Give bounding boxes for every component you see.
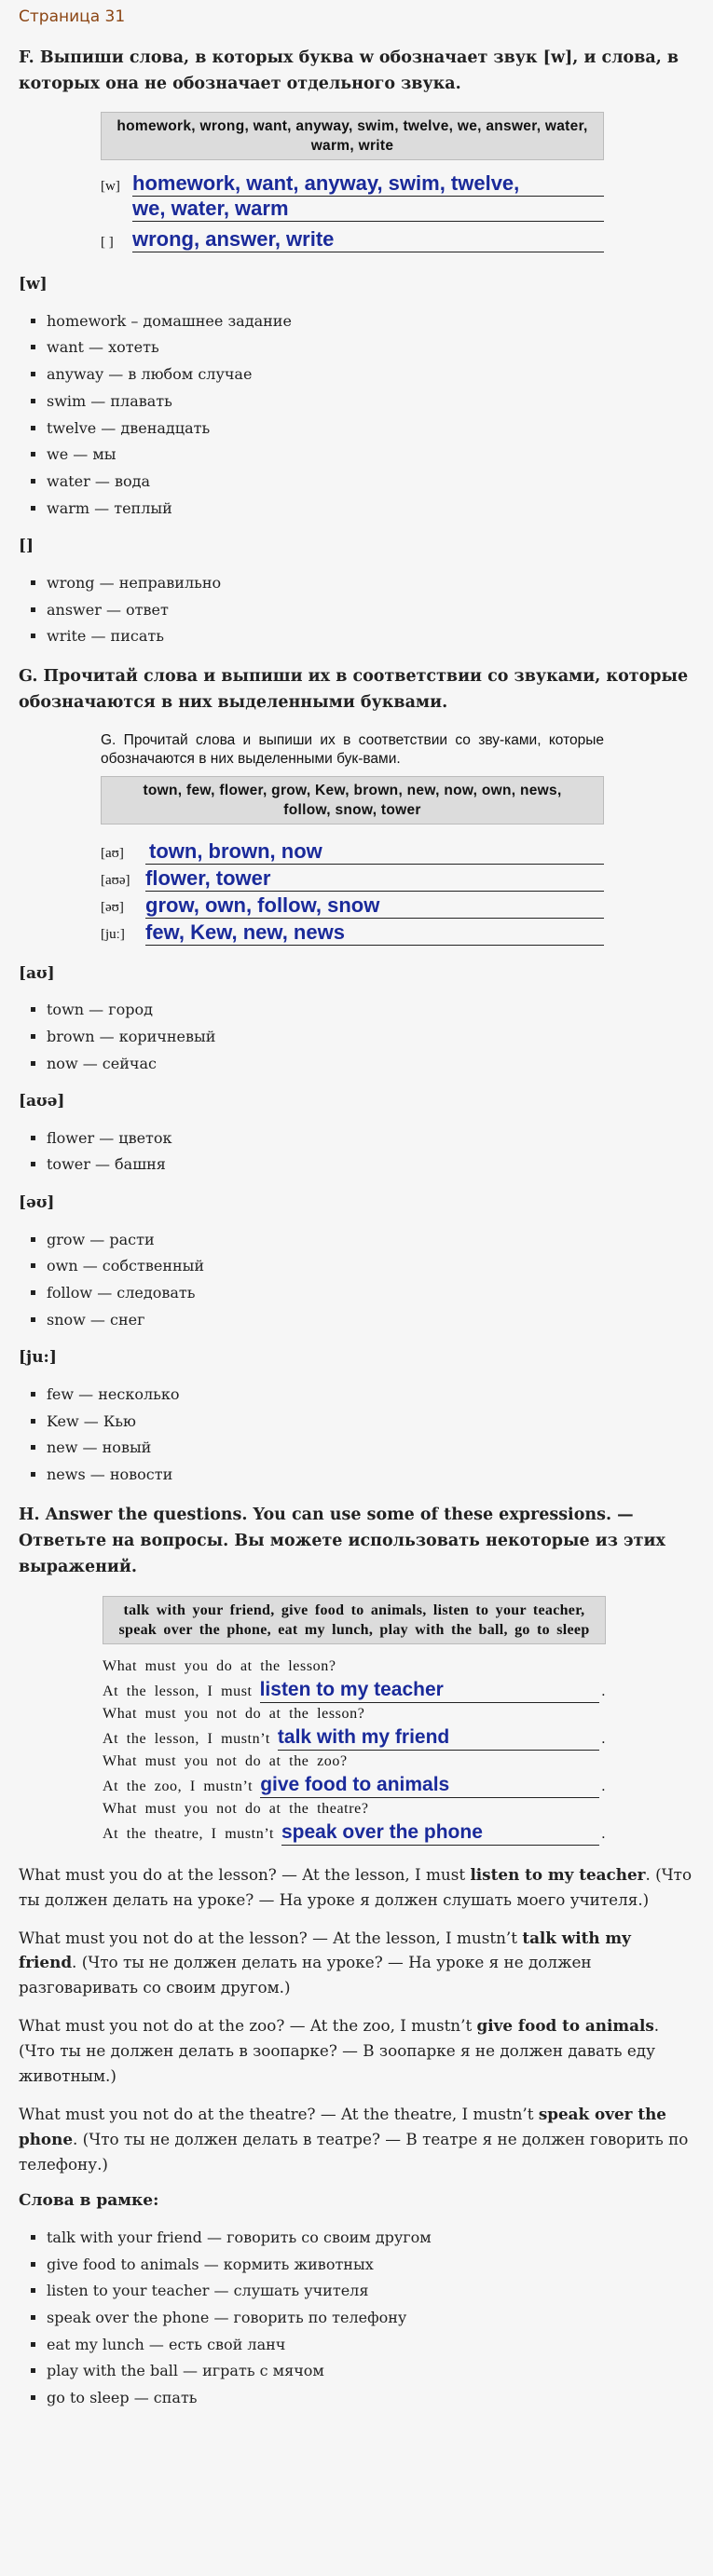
page-title: Страница 31 bbox=[19, 7, 126, 26]
task-g-book-heading: G. Прочитай слова и выпиши их в соответствии со зву-ками, которые обозначаются в них выделенными бук-вами. bbox=[101, 731, 604, 767]
task-f-word-box: homework, wrong, want, anyway, swim, twelve, we, answer, water, warm, write bbox=[101, 112, 604, 160]
task-h-exercise-image bbox=[103, 1596, 606, 1846]
list-item: ▪ swim — плавать bbox=[47, 388, 694, 416]
task-g-row: [əʊ] grow, own, follow, snow bbox=[101, 893, 604, 919]
task-g-group-list bbox=[19, 997, 694, 1077]
task-g-group-head: [aʊə] bbox=[19, 1092, 65, 1111]
list-item: ▪ give food to animals — кормить животных bbox=[47, 2252, 694, 2279]
task-h-question: What must you do at the lesson? bbox=[103, 1657, 336, 1674]
list-item: ▪ snow — снег bbox=[47, 1307, 694, 1334]
task-h-paragraph: What must you not do at the theatre? — At the theatre, I mustn’t speak over the phone. (Что ты не должен делать в театре? — В театре я не должен говорить по телефону.) bbox=[19, 2104, 689, 2174]
list-item: ▪ warm — теплый bbox=[47, 496, 694, 523]
list-item: ▪ answer — ответ bbox=[47, 597, 694, 624]
list-item: ▪ flower — цветок bbox=[47, 1125, 694, 1152]
task-f-label-w: [w] bbox=[101, 178, 120, 194]
task-g-group-list bbox=[19, 1227, 694, 1334]
list-item: ▪ now — сейчас bbox=[47, 1051, 694, 1078]
list-item: ▪ new — новый bbox=[47, 1435, 694, 1462]
list-item: ▪ homework – домашнее задание bbox=[47, 308, 694, 335]
task-h-paragraph: What must you do at the lesson? — At the lesson, I must listen to my teacher. (Что ты должен делать на уроке? — На уроке я должен слушать моего учителя.) bbox=[19, 1864, 692, 1909]
list-item: ▪ anyway — в любом случае bbox=[47, 361, 694, 388]
list-item: ▪ brown — коричневый bbox=[47, 1024, 694, 1051]
task-h-question: What must you not do at the zoo? bbox=[103, 1752, 348, 1769]
task-h-answer: give food to animals bbox=[260, 1773, 450, 1795]
task-g-group-head: [aʊ] bbox=[19, 963, 55, 983]
task-g-group-list bbox=[19, 1382, 694, 1489]
task-g-row: [aʊə] flower, tower bbox=[101, 866, 604, 892]
task-f-heading: F. Выпиши слова, в которых буква w обозначает звук [w], и слова, в которых она не обозначает отдельного звука. bbox=[19, 48, 679, 93]
task-h-words-list bbox=[19, 2225, 694, 2412]
task-g-row: [juː] few, Kew, new, news bbox=[101, 920, 604, 946]
list-item: ▪ eat my lunch — есть свой ланч bbox=[47, 2332, 694, 2359]
list-item: ▪ few — несколько bbox=[47, 1382, 694, 1409]
list-item: ▪ talk with your friend — говорить со своим другом bbox=[47, 2225, 694, 2252]
list-item: ▪ wrong — неправильно bbox=[47, 570, 694, 597]
list-item: ▪ listen to your teacher — слушать учителя bbox=[47, 2278, 694, 2305]
task-h-question: What must you not do at the lesson? bbox=[103, 1705, 365, 1722]
task-g-group-list bbox=[19, 1125, 694, 1179]
task-f-answer-w-line1: homework, want, anyway, swim, twelve, bbox=[132, 171, 520, 196]
task-f-group-w-head: [w] bbox=[19, 275, 48, 294]
list-item: ▪ tower — башня bbox=[47, 1152, 694, 1179]
list-item: ▪ play with the ball — играть с мячом bbox=[47, 2358, 694, 2385]
task-g-group-head: [əʊ] bbox=[19, 1193, 55, 1213]
task-g-word-box: town, few, flower, grow, Kew, brown, new, now, own, news, follow, snow, tower bbox=[101, 776, 604, 825]
task-f-group-silent-head: [] bbox=[19, 537, 34, 556]
task-g-group-head: [ju:] bbox=[19, 1348, 57, 1368]
task-f-answer-silent-text: wrong, answer, write bbox=[132, 227, 335, 252]
list-item: ▪ speak over the phone — говорить по телефону bbox=[47, 2305, 694, 2332]
task-h-paragraph: What must you not do at the zoo? — At the zoo, I mustn’t give food to animals. (Что ты не должен делать в зоопарке? — В зоопарке я не должен давать еду животным.) bbox=[19, 2016, 660, 2085]
task-h-paragraph: What must you not do at the lesson? — At the lesson, I mustn’t talk with my friend. (Что ты не должен делать на уроке? — На уроке я не должен разговаривать со своим другом.) bbox=[19, 1928, 631, 1997]
task-f-answer-w-line2: we, water, warm bbox=[132, 197, 289, 221]
task-h-answer-row: At the zoo, I mustn’t give food to animals . bbox=[103, 1773, 606, 1798]
list-item: ▪ we — мы bbox=[47, 442, 694, 469]
list-item: ▪ follow — следовать bbox=[47, 1280, 694, 1307]
task-h-answer: talk with my friend bbox=[277, 1725, 450, 1748]
task-h-words-head: Слова в рамке: bbox=[19, 2191, 159, 2211]
task-h-answer: listen to my teacher bbox=[259, 1678, 444, 1700]
task-f-label-silent: [ ] bbox=[101, 234, 114, 250]
task-f-answer-w bbox=[101, 171, 604, 222]
task-h-answer: speak over the phone bbox=[281, 1820, 483, 1843]
list-item: ▪ water — вода bbox=[47, 469, 694, 496]
task-h-answer-row: At the theatre, I mustn’t speak over the phone . bbox=[103, 1820, 606, 1846]
task-f-answer-silent bbox=[101, 227, 604, 252]
task-h-answer-row: At the lesson, I must listen to my teacher . bbox=[103, 1678, 606, 1703]
list-item: ▪ want — хотеть bbox=[47, 334, 694, 361]
task-f-exercise-image bbox=[101, 112, 604, 252]
list-item: ▪ town — город bbox=[47, 997, 694, 1024]
list-item: ▪ twelve — двенадцать bbox=[47, 416, 694, 443]
task-g-row: [aʊ] town, brown, now bbox=[101, 839, 604, 865]
list-item: ▪ write — писать bbox=[47, 623, 694, 650]
task-h-question: What must you not do at the theatre? bbox=[103, 1800, 369, 1817]
task-f-group-silent-list bbox=[19, 570, 694, 650]
list-item: ▪ grow — расти bbox=[47, 1227, 694, 1254]
list-item: ▪ own — собственный bbox=[47, 1253, 694, 1280]
task-h-answer-row: At the lesson, I mustn’t talk with my friend . bbox=[103, 1725, 606, 1751]
task-f-group-w-list bbox=[19, 308, 694, 523]
list-item: ▪ news — новости bbox=[47, 1462, 694, 1489]
task-g-exercise-image bbox=[101, 731, 604, 946]
list-item: ▪ go to sleep — спать bbox=[47, 2385, 694, 2412]
task-g-heading: G. Прочитай слова и выпиши их в соответствии со звуками, которые обозначаются в них выделенными буквами. bbox=[19, 666, 689, 713]
task-h-word-box: talk with your friend, give food to animals, listen to your teacher, speak over the phone, eat my lunch, play with the ball, go to sleep bbox=[103, 1596, 606, 1644]
list-item: ▪ Kew — Кью bbox=[47, 1409, 694, 1436]
task-h-heading: H. Answer the questions. You can use some of these expressions. — Ответьте на вопросы. Вы можете использовать некоторые из этих выражений. bbox=[19, 1505, 665, 1577]
